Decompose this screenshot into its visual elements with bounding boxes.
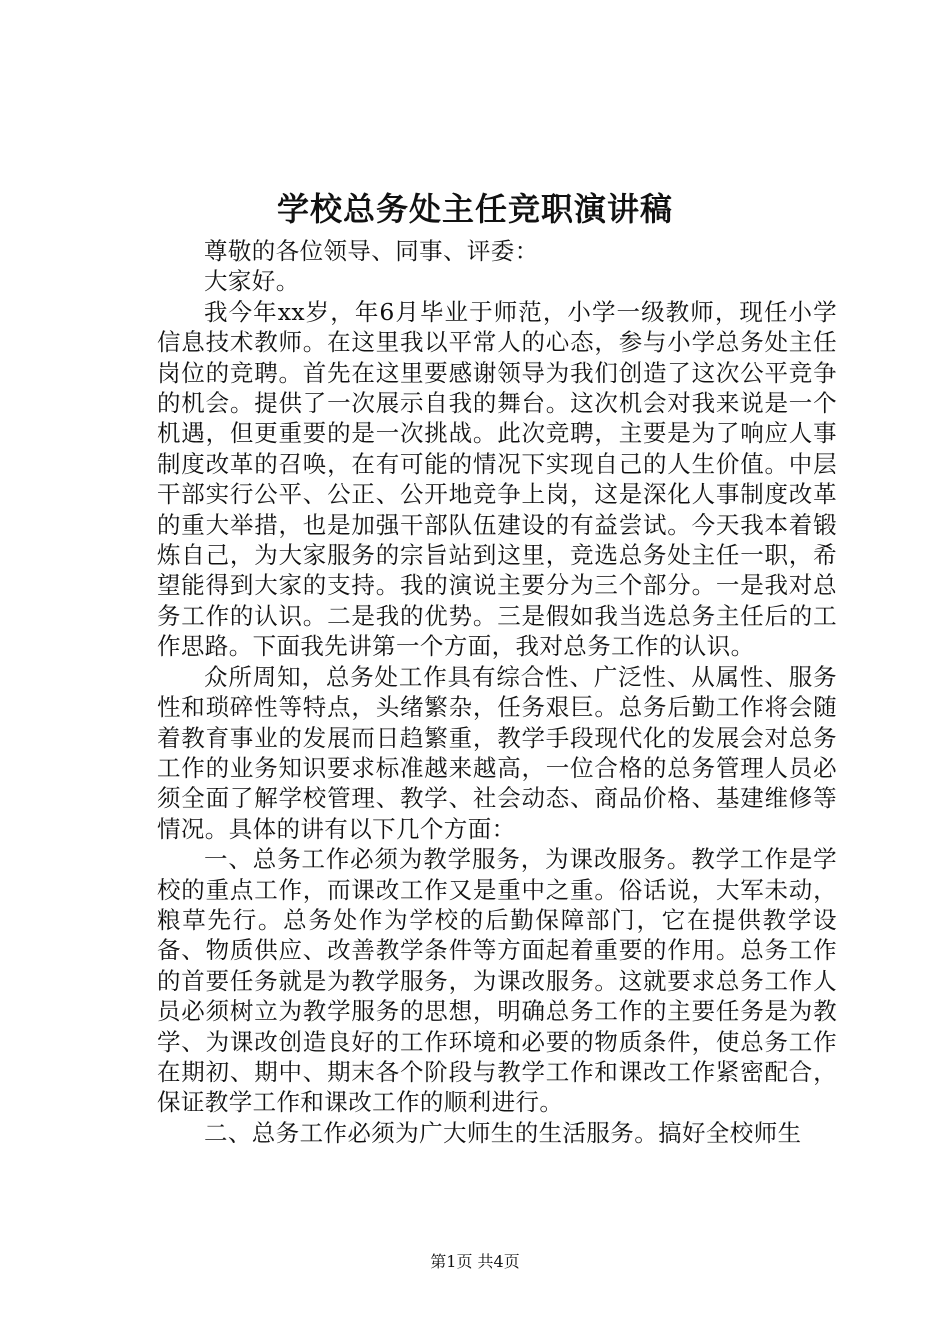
greeting-paragraph: 大家好。: [204, 267, 300, 296]
document-title: 学校总务处主任竞职演讲稿: [276, 190, 673, 228]
body-paragraph: 众所周知，总务处工作具有综合性、广泛性、从属性、服务性和琐碎性等特点，头绪繁杂，任务艰巨。总务后勤工作将会随着教育事业的发展而日趋繁重，教学手段现代化的发展会对总务工作的业务知识要求标准越来越高，一位合格的总务管理人员必须全面了解学校管理、教学、社会动态、商品价格、基建维修等情况。具体的讲有以下几个方面：: [157, 662, 837, 843]
document-body: [157, 236, 837, 1148]
body-paragraph: 二、总务工作必须为广大师生的生活服务。搞好全校师生: [204, 1118, 802, 1147]
salutation-paragraph: 尊敬的各位领导、同事、评委：: [204, 237, 539, 265]
page-footer: 第1页 共4页: [430, 1252, 520, 1271]
body-paragraph: 一、总务工作必须为教学服务，为课改服务。教学工作是学校的重点工作，而课改工作又是重中之重。俗话说，大军未动，粮草先行。总务处作为学校的后勤保障部门，它在提供教学设备、物质供应、改善教学条件等方面起着重要的作用。总务工作的首要任务就是为教学服务，为课改服务。这就要求总务工作人员必须树立为教学服务的思想，明确总务工作的主要任务是为教学、为课改创造良好的工作环境和必要的物质条件，使总务工作在期初、期中、期末各个阶段与教学工作和课改工作紧密配合，保证教学工作和课改工作的顺利进行。: [157, 845, 837, 1117]
body-paragraph: 我今年xx岁，年6月毕业于师范，小学一级教师，现任小学信息技术教师。在这里我以平常人的心态，参与小学总务处主任岗位的竞聘。首先在这里要感谢领导为我们创造了这次公平竞争的机会。提供了一次展示自我的舞台。这次机会对我来说是一个机遇，但更重要的是一次挑战。此次竞聘，主要是为了响应人事制度改革的召唤，在有可能的情况下实现自己的人生价值。中层干部实行公平、公正、公开地竞争上岗，这是深化人事制度改革的重大举措，也是加强干部队伍建设的有益尝试。今天我本着锻炼自己，为大家服务的宗旨站到这里，竞选总务处主任一职，希望能得到大家的支持。我的演说主要分为三个部分。一是我对总务工作的认识。二是我的优势。三是假如我当选总务主任后的工作思路。下面我先讲第一个方面，我对总务工作的认识。: [157, 297, 837, 661]
